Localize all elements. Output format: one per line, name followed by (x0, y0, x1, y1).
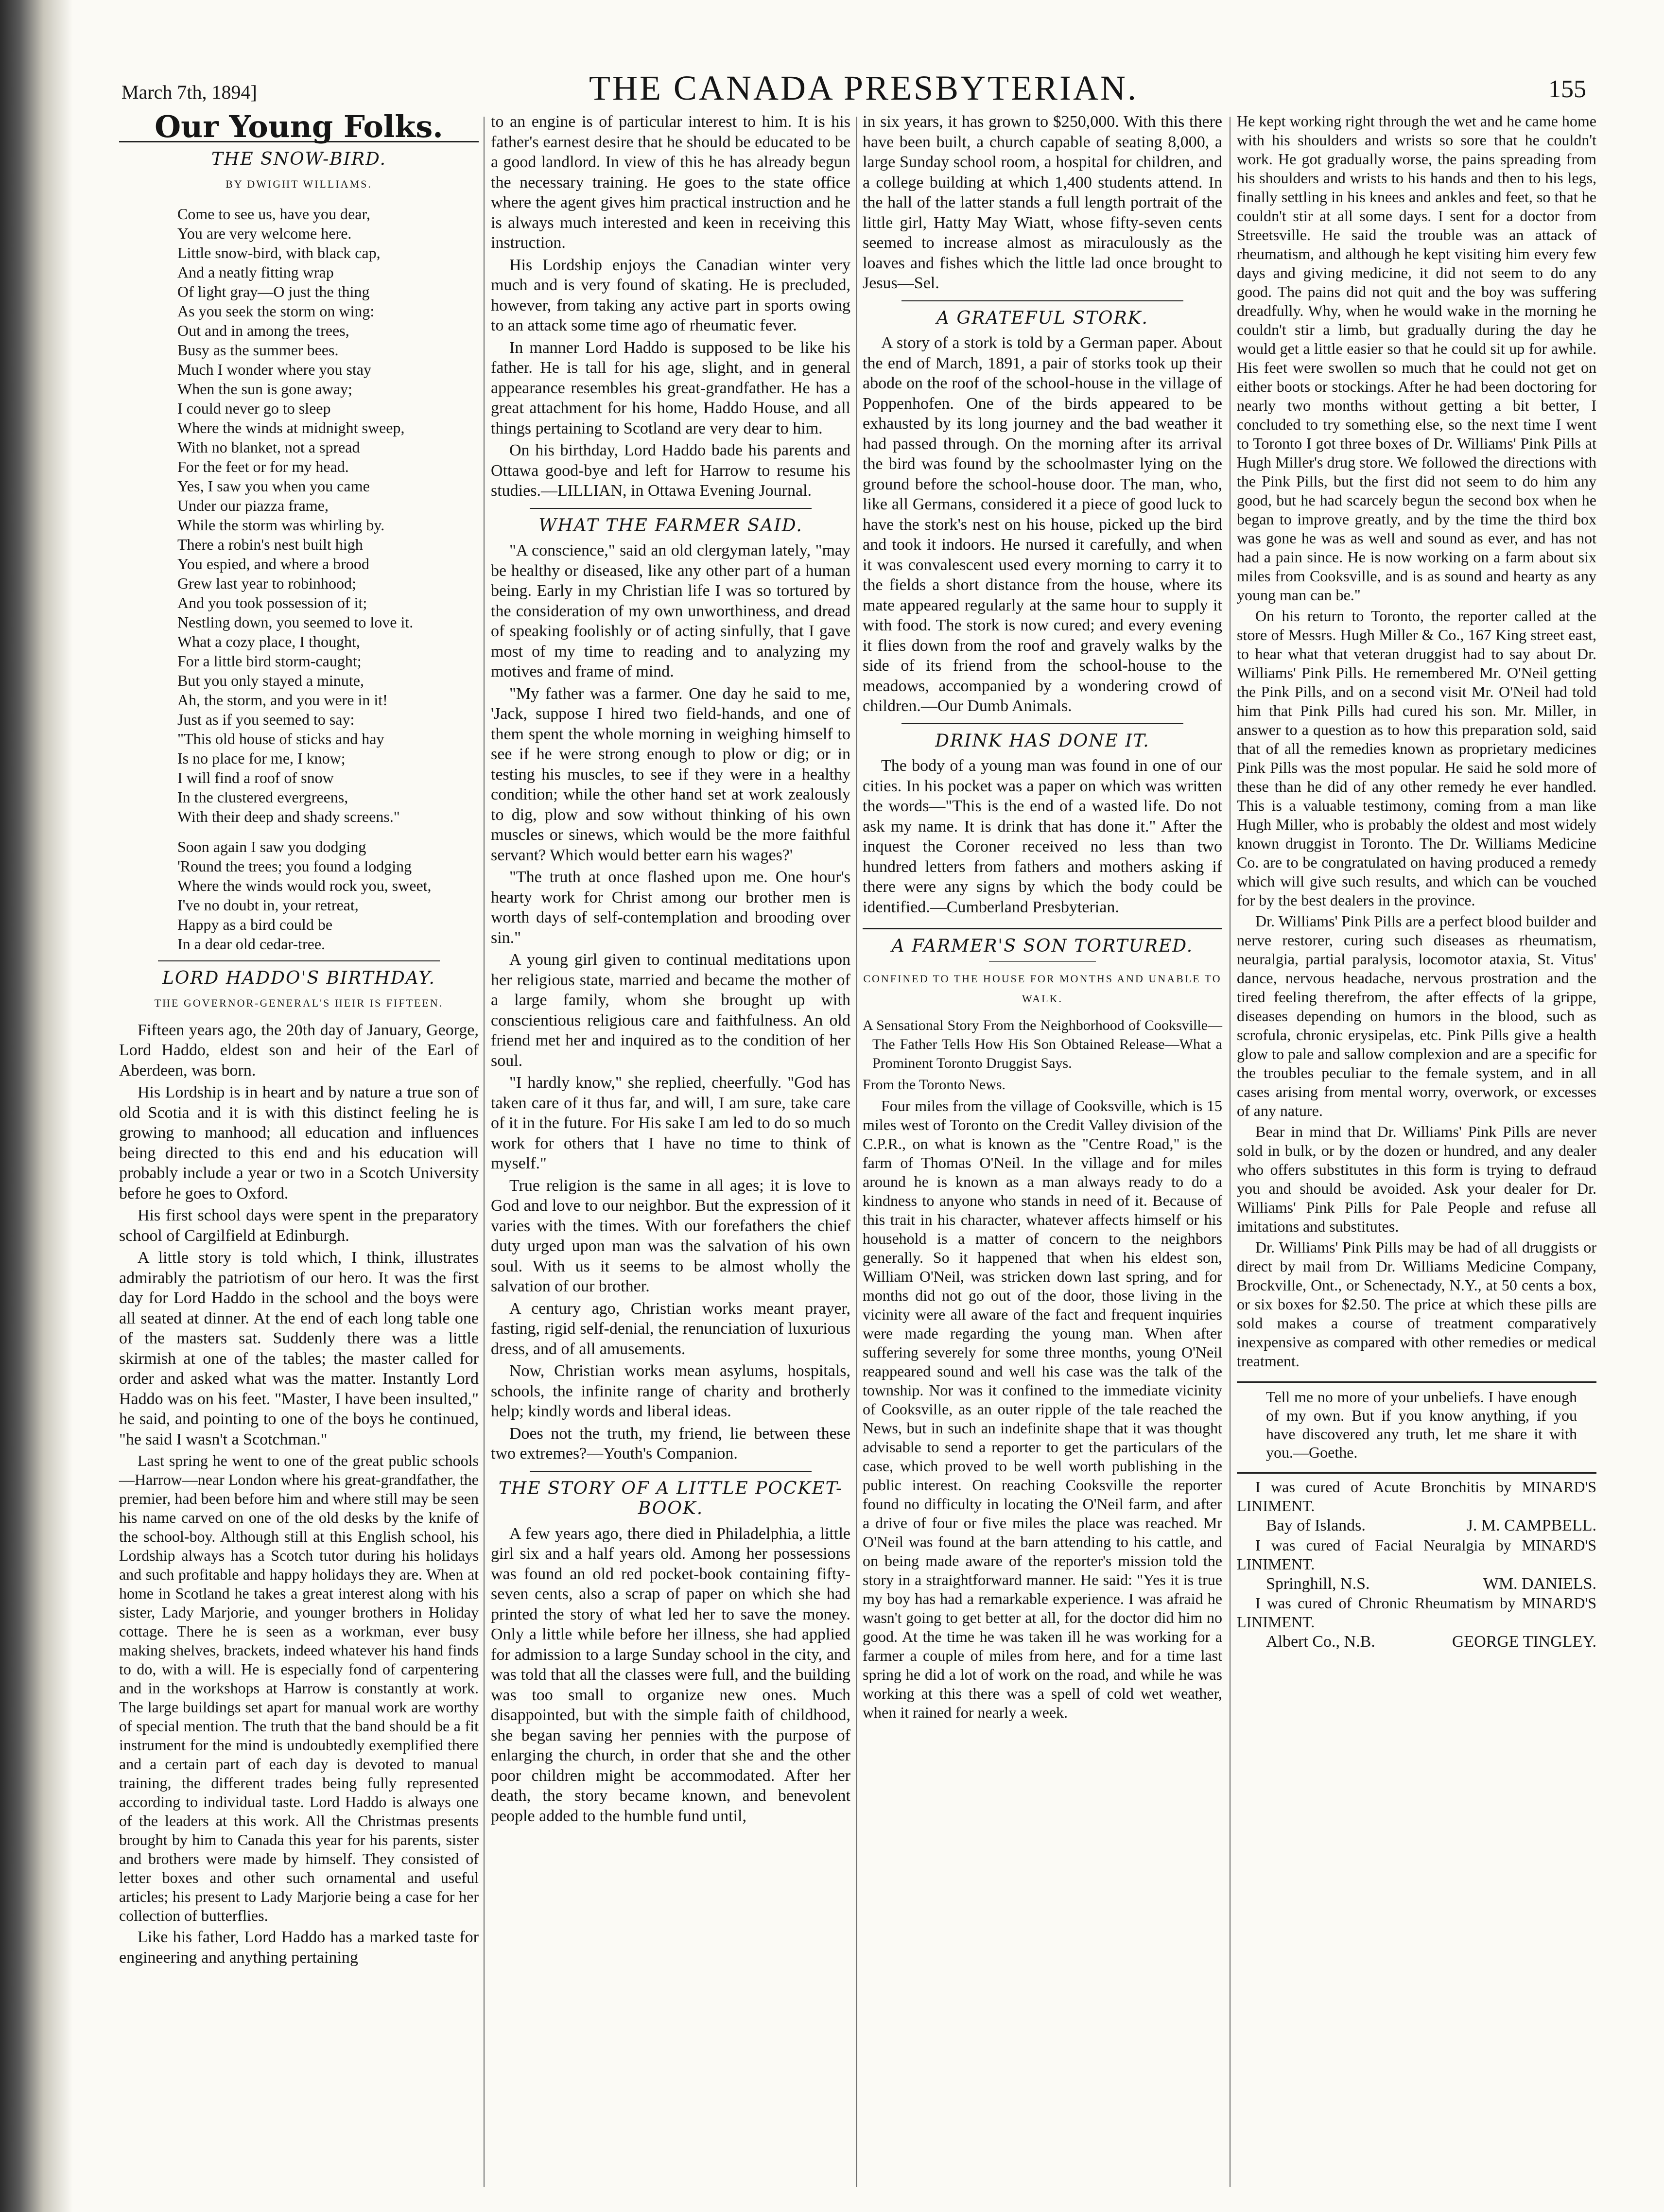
poem-line: With no blanket, not a spread (177, 438, 360, 456)
article-paragraph: Last spring he went to one of the great public schools—Harrow—near London where his great-grandfather, the premier, had been before him and where still may be seen his name carved on one of the old desks by the knife of the school-boy. Although still at this English school, his Lordship always has a Scotch tutor during his holidays and such profitable and happy holidays they are. When at home in Scotland he takes a great interest along with his sister, Lady Marjorie, and younger brothers in Holiday cottage. There he is seen as a workman, ever busy making shelves, brackets, indeed whatever his hand finds to do, with a will. He is especially fond of carpentering and in the workshops at Harrow is constantly at work. The large buildings set apart for manual work are worthy of special mention. The truth that the band should be a fit instrument for the mind is undoubtedly exemplified there and a certain part of each day is devoted to manual training, the different trades being fully represented according to individual taste. Lord Haddo is always one of the leaders at this work. All the Christmas presents brought by him to Canada this year for his parents, sister and brothers were made by himself. They consisted of letter boxes and other such ornamental and useful articles; his present to Lady Marjorie being a case for her collection of butterflies. (119, 1452, 479, 1924)
divider (863, 928, 1222, 929)
poem-line: I've no doubt in, your retreat, (177, 896, 359, 914)
article-lead: A Sensational Story From the Neighborhood of Cooksville—The Father Tells How His Son Obtained Release—What a Prominent Toronto Druggist Says. (863, 1017, 1222, 1071)
ad-signature: WM. DANIELS. (1483, 1574, 1596, 1593)
poem-line: For the feet or for my head. (177, 457, 349, 475)
article-paragraph: His first school days were spent in the preparatory school of Cargilfield at Edinburgh. (119, 1206, 479, 1245)
article-paragraph: Dr. Williams' Pink Pills are a perfect blood builder and nerve restorer, curing such diseases as rheumatism, neuralgia, partial paralysis, locomotor ataxia, St. Vitus' dance, nervous headache, nervous prostration and the tired feeling therefrom, the after effects of la grippe, diseases depending on humors in the blood, such as scrofula, chronic erysipelas, etc. Pink Pills give a health glow to pale and sallow complexion and are a specific for the troubles peculiar to the female system, and in all cases arising from mental worry, overwork, or excesses of any nature. (1237, 912, 1596, 1119)
poem-line: Much I wonder where you stay (177, 360, 371, 378)
article-title: A FARMER'S SON TORTURED. (891, 936, 1194, 956)
poem-line: Just as if you seemed to say: (177, 710, 355, 728)
article-paragraph: He kept working right through the wet and he came home with his shoulders and wrists so sore that he couldn't work. He got gradually worse, the pains spreading from his shoulders and wrists to his hands and then to his legs, finally settling in his knees and ankles and feet, so that he couldn't stir at all some days. I sent for a doctor from Streetsville. He said the trouble was an attack of rheumatism, and although he kept visiting him every few days and giving medicine, it did not seem to do any good. The pains did not quit and the boy was suffering dreadfully. Why, when he would wake in the morning he couldn't stir a limb, but gradually during the day he would get a little easier so that he could sit up for awhile. His feet were swollen so much that he could not get on either boots or stockings. After he had been doctoring for nearly two months without getting a bit better, I concluded to try something else, so the next time I went to Toronto I got three boxes of Dr. Williams' Pink Pills at Hugh Miller's drug store. We followed the directions with the Pink Pills, but the first did not seem to do him any good, but he had scarcely begun the second box when he began to improve greatly, and by the time the third box was gone he was as well and sound as ever, and has not had a pain since. He is now working on a farm about six miles from Cooksville, and is as sound and hearty as any young man can be." (1237, 112, 1596, 604)
column-divider (1230, 117, 1231, 2187)
divider (989, 961, 1096, 962)
poem-line: Out and in among the trees, (177, 321, 349, 339)
article-paragraph: On his return to Toronto, the reporter called at the store of Messrs. Hugh Miller & Co., 167 King street east, to hear what that veteran druggist had to say about Dr. Williams' Pink Pills. He remembered Mr. O'Neil getting the Pink Pills, and on a second visit Mr. O'Neil had told him that Pink Pills had cured his son. Mr. Miller, in answer to a question as to how this preparation sold, said that of all the remedies known as proprietary medicines Pink Pills was the most popular. He said he sold more of these than he did of any other remedy he ever handled. This is a valuable testimony, coming from a man like Hugh Miller, who is probably the oldest and most widely known druggist in Toronto. The Dr. Williams Medicine Co. are to be congratulated on having produced a remedy which will give such results, and which can be vouched for by the best dealers in the province. (1237, 607, 1596, 909)
divider (530, 508, 812, 509)
article-paragraph: His Lordship is in heart and by nature a true son of old Scotia and it is with this distinct feeling he is growing to manhood; all education and influences being directed to this end and his education will probably include a year or two in a Scotch University before he goes to Oxford. (119, 1083, 479, 1202)
article-paragraph: A young girl given to continual meditations upon her religious state, married and became the mother of a large family, whom she brought up with conscientious religious care and faithfulness. An old friend met her and inquired as to the condition of her soul. (491, 951, 850, 1070)
article-paragraph: "A conscience," said an old clergyman lately, "may be healthy or diseased, like any other part of a human being. Early in my Christian life I was so tortured by the consideration of my own unworthiness, and dread of speaking foolishly or of acting sinfully, that I gave most of my time to reading and to analyzing my motives and frame of mind. (491, 541, 850, 680)
divider (158, 960, 440, 961)
poem-line: In a dear old cedar-tree. (177, 935, 326, 953)
poem-stanza (177, 204, 479, 826)
article-paragraph: His Lordship enjoys the Canadian winter very much and is very found of skating. He is precluded, however, from taking any active part in sports owing to an attack some time ago of rheumatic fever. (491, 256, 850, 334)
article-title: DRINK HAS DONE IT. (935, 731, 1150, 751)
column-3 (863, 112, 1222, 1724)
section-masthead: Our Young Folks. (119, 117, 479, 142)
article-paragraph: A few years ago, there died in Philadelphia, a little girl six and a half years old. Among her possessions was found an old red pocket-book containing fifty-seven cents, also a scrap of paper on which she had printed the story of what led her to save the money. Only a little while before her illness, she had applied for admission to a large Sunday school in the city, and was told that all the classes were full, and the building was too small to organize new ones. Much disappointed, but with the simple faith of childhood, she began saving her pennies with the purpose of enlarging the church, in order that she and the other poor children might be accommodated. After her death, the story became known, and benevolent people added to the humble fund until, (491, 1524, 850, 1825)
goethe-quote: Tell me no more of your unbeliefs. I have enough of my own. But if you know anything, if you have discovered any truth, let me share it with you.—Goethe. (1266, 1388, 1577, 1461)
page-number: 155 (1548, 75, 1586, 103)
divider (1237, 1472, 1596, 1474)
column-2 (491, 112, 850, 1828)
article-paragraph: Does not the truth, my friend, lie between these two extremes?—Youth's Companion. (491, 1424, 850, 1463)
poem-line: There a robin's nest built high (177, 535, 363, 553)
poem-line: In the clustered evergreens, (177, 788, 348, 806)
article-source: From the Toronto News. (863, 1076, 1005, 1093)
poem-line: Grew last year to robinhood; (177, 574, 356, 592)
page-header (121, 68, 1606, 112)
ad-signature: J. M. CAMPBELL. (1466, 1516, 1596, 1534)
ad-signature: GEORGE TINGLEY. (1452, 1633, 1596, 1651)
article-paragraph: On his birthday, Lord Haddo bade his parents and Ottawa good-bye and left for Harrow to resume his studies.—LILLIAN, in Ottawa Evening Journal. (491, 441, 850, 500)
poem-line: As you seek the storm on wing: (177, 302, 375, 320)
article-subtitle: THE GOVERNOR-GENERAL'S HEIR IS FIFTEEN. (154, 997, 444, 1009)
article-paragraph: "My father was a farmer. One day he said to me, 'Jack, suppose I hired two field-hands, and one of them spent the whole morning in weighing himself to see if he were strong enough to plow or dig; or in testing his muscles, to see if they were in a healthy condition; while the other hand set at work zealously to dig, plow and sow without thinking of his own muscles or sinews, which would be the more faithful servant? Which would better earn his wages?' (491, 684, 850, 864)
article-paragraph: True religion is the same in all ages; it is love to God and love to our neighbor. But the expression of it varies with the times. With our forefathers the chief duty urged upon man was the salvation of his own soul. With us it seems to be almost wholly the salvation of our brother. (491, 1176, 850, 1295)
article-paragraph: to an engine is of particular interest to him. It is his father's earnest desire that he should be educated to be a good landlord. In view of this he has already begun the necessary training. He goes to the state office where the agent gives him practical instruction and he is always much interested and keen in receiving this instruction. (491, 113, 850, 252)
poem-line: And you took possession of it; (177, 593, 367, 611)
page-binding-shadow (0, 0, 73, 2212)
poem-line: I will find a roof of snow (177, 768, 334, 786)
poem-byline: BY DWIGHT WILLIAMS. (225, 178, 372, 190)
column-1 (119, 109, 479, 1969)
poem-line: "This old house of sticks and hay (177, 730, 384, 748)
article-paragraph: "I hardly know," she replied, cheerfully. "God has taken care of it thus far, and will, I am sure, take care of it in the future. For His sake I am led to do so much work for others that I have no time to think of myself." (491, 1074, 850, 1172)
poem-line: When the sun is gone away; (177, 380, 352, 398)
poem-line: Busy as the summer bees. (177, 341, 339, 359)
poem-line: Nestling down, you seemed to love it. (177, 613, 414, 631)
column-divider (484, 117, 485, 2187)
poem-line: Happy as a bird could be (177, 915, 333, 933)
column-divider (856, 117, 857, 2187)
poem-line: Come to see us, have you dear, (177, 205, 370, 223)
article-paragraph: Now, Christian works mean asylums, hospitals, schools, the infinite range of charity and brotherly help; kindly words and liberal ideas. (491, 1362, 850, 1420)
article-paragraph: Bear in mind that Dr. Williams' Pink Pills are never sold in bulk, or by the dozen or hundred, and any dealer who offers substitutes in this form is trying to defraud you and should be avoided. Ask your dealer for Dr. Williams' Pink Pills for Pale People and refuse all imitations and substitutes. (1237, 1123, 1596, 1235)
poem-line: What a cozy place, I thought, (177, 632, 360, 650)
ad-place: Bay of Islands. (1266, 1516, 1366, 1534)
article-paragraph: Like his father, Lord Haddo has a marked taste for engineering and anything pertaining (119, 1928, 479, 1967)
minards-liniment-ad (1237, 1478, 1596, 1652)
divider (1237, 1381, 1596, 1383)
article-paragraph: A little story is told which, I think, illustrates admirably the patriotism of our hero. It was the first day for Lord Haddo in the school and the boys were all seated at dinner. At the end of each long table one of the masters sat. Suddenly there was a little skirmish at one of the tables; the master called for order and asked what was the matter. Instantly Lord Haddo was on his feet. "Master, I have been insulted," he said, and pointing to one of the boys he continued, "he said I wasn't a Scotchman." (119, 1249, 479, 1448)
article-paragraph: Fifteen years ago, the 20th day of January, George, Lord Haddo, eldest son and heir of the Earl of Aberdeen, was born. (119, 1021, 479, 1080)
ad-testimonial: I was cured of Acute Bronchitis by MINARD'S LINIMENT. (1237, 1478, 1596, 1515)
ad-place: Springhill, N.S. (1266, 1574, 1370, 1593)
poem-line: You espied, and where a brood (177, 555, 369, 573)
article-paragraph: Four miles from the village of Cooksville, which is 15 miles west of Toronto on the Credit Valley division of the C.P.R., on what is known as the "Centre Road," is the farm of Thomas O'Neil. In the village and for miles around he is known as a man always ready to do a kindness to anyone who stands in need of it. Because of this trait in his character, whatever affects himself or his household is a matter of concern to the neighbors generally. So it happened that when his eldest son, William O'Neil, was stricken down last spring, and for months did not go out of the door, those living in the vicinity were all aware of the fact and frequent inquiries were made regarding the young man. When after suffering severely for some three months, young O'Neil reappeared sound and well his case was the talk of the township. Nor was it confined to the immediate vicinity of Cooksville, as an outer ripple of the tale reached the News, but in such an indefinite shape that it was thought advisable to send a reporter to get the particulars of the case, which proved to be well worth publishing in the public interest. On reaching Cooksville the reporter found no difficulty in locating the O'Neil farm, and after a drive of four or five miles the place was reached. Mr O'Neil was found at the barn attending to his cattle, and on being made aware of the reporter's mission told the story in a straightforward manner. He said: "Yes it is true my boy has had a remarkable experience. I was afraid he wasn't going to get better at all, for the doctor did him no good. At the time he was taken ill he was working for a farmer a couple of miles from here, and for a time last spring he did a lot of work on the road, and while he was working at this there was a spell of cold wet weather, when it rained for nearly a week. (863, 1097, 1222, 1721)
poem-title: THE SNOW-BIRD. (211, 149, 387, 169)
poem-line: But you only stayed a minute, (177, 671, 364, 689)
article-subtitle: CONFINED TO THE HOUSE FOR MONTHS AND UNABLE TO WALK. (863, 972, 1222, 1005)
poem-line: Where the winds would rock you, sweet, (177, 876, 432, 894)
column-4 (1237, 112, 1596, 1652)
article-paragraph: The body of a young man was found in one of our cities. In his pocket was a paper on which was written the words—"This is the end of a wasted life. Do not ask my name. It is drink that has done it." After the inquest the Coroner received no less than two hundred letters from fathers and mothers asking if there were any signs by which the body could be identified.—Cumberland Presbyterian. (863, 757, 1222, 916)
poem-stanza (177, 837, 479, 954)
divider (901, 300, 1183, 301)
poem-line: Ah, the storm, and you were in it! (177, 691, 388, 709)
poem-line: Yes, I saw you when you came (177, 477, 370, 495)
poem-line: I could never go to sleep (177, 399, 331, 417)
issue-date: March 7th, 1894] (121, 81, 257, 103)
article-paragraph: in six years, it has grown to $250,000. With this there have been built, a church capable of seating 8,000, a large Sunday school room, a hospital for children, and a college building at which 1,400 students attend. In the hall of the latter stands a full length portrait of the little girl, Hatty May Wiatt, whose fifty-seven cents seemed to increase almost as miraculously as the loaves and fishes which the little lad once brought to Jesus—Sel. (863, 113, 1222, 292)
article-paragraph: Dr. Williams' Pink Pills may be had of all druggists or direct by mail from Dr. Williams Medicine Company, Brockville, Ont., or Schenectady, N.Y., at 50 cents a box, or six boxes for $2.50. The price at which these pills are sold makes a course of treatment comparatively inexpensive as compared with other remedies or medical treatment. (1237, 1238, 1596, 1370)
poem-line: Where the winds at midnight sweep, (177, 418, 405, 436)
article-title: WHAT THE FARMER SAID. (538, 515, 803, 536)
article-title: LORD HADDO'S BIRTHDAY. (162, 968, 435, 988)
divider (530, 1471, 812, 1472)
poem-line: You are very welcome here. (177, 224, 352, 242)
poem-line: Of light gray—O just the thing (177, 282, 370, 300)
poem-line: Little snow-bird, with black cap, (177, 244, 381, 261)
ad-place: Albert Co., N.B. (1266, 1633, 1375, 1651)
article-title: A GRATEFUL STORK. (936, 308, 1148, 328)
article-title: THE STORY OF A LITTLE POCKET-BOOK. (498, 1478, 843, 1518)
ad-testimonial: I was cured of Facial Neuralgia by MINARD'S LINIMENT. (1237, 1536, 1596, 1573)
article-paragraph: A century ago, Christian works meant prayer, fasting, rigid self-denial, the renunciation of luxurious dress, and of all amusements. (491, 1299, 850, 1358)
poem-line: Is no place for me, I know; (177, 749, 346, 767)
newspaper-title: THE CANADA PRESBYTERIAN. (589, 69, 1139, 107)
article-paragraph: A story of a stork is told by a German paper. About the end of March, 1891, a pair of storks took up their abode on the roof of the school-house in the village of Poppenhofen. One of the birds appeared to be exhausted by its long journey and the bad weather it had passed through. On the morning after its arrival the bird was found by the schoolmaster lying on the ground before the school-house door. The man, who, like all Germans, considered it a piece of good luck to have the stork's nest on his house, picked up the bird and took it indoors. He nursed it carefully, and when it was convalescent used every morning to carry it to the fields a short distance from the house, where its mate appeared regularly at the same hour to supply it with food. The stork is now cured; and every evening it flies down from the roof and gravely walks by the side of its friend from the school-house to the meadows, accompanied by a wondering crowd of children.—Our Dumb Animals. (863, 334, 1222, 715)
article-paragraph: In manner Lord Haddo is supposed to be like his father. He is tall for his age, slight, and in general appearance resembles his great-grandfather. He has a great attachment for his home, Haddo House, and all things pertaining to Scotland are very dear to him. (491, 338, 850, 437)
poem-line: And a neatly fitting wrap (177, 263, 334, 281)
poem-line: Soon again I saw you dodging (177, 837, 366, 855)
poem-line: With their deep and shady screens." (177, 807, 400, 825)
poem-line: Under our piazza frame, (177, 496, 329, 514)
divider (901, 723, 1183, 724)
poem-line: For a little bird storm-caught; (177, 652, 362, 670)
poem-line: 'Round the trees; you found a lodging (177, 857, 412, 875)
poem-line: While the storm was whirling by. (177, 516, 385, 534)
ad-testimonial: I was cured of Chronic Rheumatism by MINARD'S LINIMENT. (1237, 1594, 1596, 1631)
article-paragraph: "The truth at once flashed upon me. One hour's hearty work for Christ among our brother men is worth days of self-contemplation and brooding over sin." (491, 868, 850, 947)
